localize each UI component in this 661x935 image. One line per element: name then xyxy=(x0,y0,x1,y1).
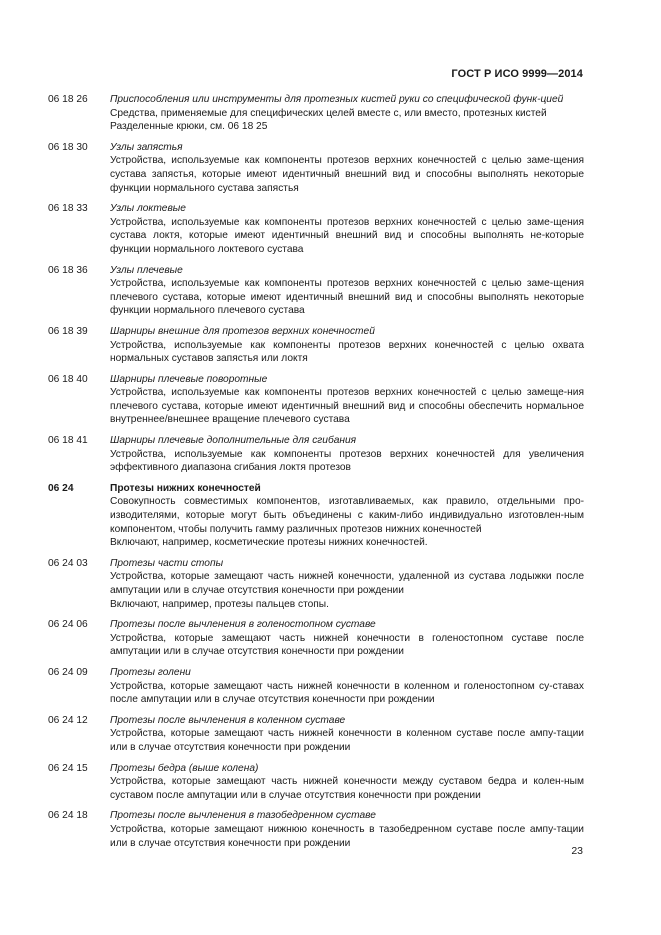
entry-paragraph: Устройства, используемые как компоненты протезов верхних конечностей с целью заме-щения сустава запястья, которые имеют идентичный внешний вид и способны выполнять некоторые функции нормального сустава запястья xyxy=(110,155,584,194)
entry-paragraph: Совокупность совместимых компонентов, изготавливаемых, как правило, отдельными про-изводителями, которые могут быть объединены с каким-либо индивидуально изготовлен-ным компонентом, чтобы получить гамму различных протезов нижних конечностей xyxy=(110,496,584,535)
classification-entry xyxy=(48,666,588,707)
entry-body xyxy=(110,141,584,195)
entry-body xyxy=(110,618,584,659)
entry-title: Шарниры плечевые поворотные xyxy=(110,373,268,385)
entry-paragraph: Устройства, которые замещают часть нижней конечности в голеностопном суставе после ампутации или в случае отсутствия конечности при рождении xyxy=(110,632,584,658)
entry-body xyxy=(110,325,584,366)
page-number: 23 xyxy=(571,845,583,857)
entry-body xyxy=(110,666,584,707)
entry-title: Протезы голени xyxy=(110,666,191,678)
entry-title: Протезы после вычленения в коленном суставе xyxy=(110,714,346,726)
entry-paragraph: Включают, например, протезы пальцев стопы. xyxy=(110,598,329,610)
entry-title: Узлы локтевые xyxy=(110,203,186,215)
entry-code: 06 18 40 xyxy=(48,373,88,385)
classification-entry xyxy=(48,202,588,256)
classification-entry xyxy=(48,93,588,134)
entry-code: 06 24 15 xyxy=(48,762,88,774)
classification-entry xyxy=(48,714,588,755)
classification-entry xyxy=(48,482,588,550)
entry-paragraph: Устройства, которые замещают часть нижней конечности в коленном и голеностопном су-ставах после ампутации или в случае отсутствия конечности при рождении xyxy=(110,680,584,706)
entry-paragraph: Устройства, которые замещают часть нижней конечности, удаленной из сустава лодыжки после ампутации или в случае отсутствия конечности при рождении xyxy=(110,571,584,596)
classification-list xyxy=(48,93,588,857)
entry-title: Протезы нижних конечностей xyxy=(110,482,261,494)
entry-code: 06 24 xyxy=(48,482,74,494)
entry-title: Шарниры плечевые дополнительные для сгибания xyxy=(110,435,357,447)
entry-code: 06 18 39 xyxy=(48,325,88,337)
classification-entry xyxy=(48,557,588,611)
entry-paragraph: Устройства, которые замещают часть нижней конечности между суставом бедра и колен-ным суставом после ампутации или в случае отсутствия конечности при рождении xyxy=(110,776,584,801)
entry-code: 06 18 30 xyxy=(48,141,88,153)
entry-code: 06 24 03 xyxy=(48,557,88,569)
classification-entry xyxy=(48,762,588,803)
entry-title: Узлы запястья xyxy=(110,141,183,153)
entry-body xyxy=(110,809,584,850)
entry-paragraph: Устройства, используемые как компоненты протезов верхних конечностей с целью замеще-ния плечевого сустава, которые имеют идентичный внешний вид и способны обеспечить нормальное внутреннее/внешнее вращение плечевого сустава xyxy=(110,387,584,426)
entry-body xyxy=(110,373,584,427)
entry-paragraph: Устройства, используемые как компоненты протезов верхних конечностей с целью заме-щения сустава локтя, которые имеют идентичный внешний вид и способны выполнять не-которые функции нормального локтевого сустава xyxy=(110,216,584,255)
entry-title: Шарниры внешние для протезов верхних конечностей xyxy=(110,325,375,337)
entry-code: 06 18 26 xyxy=(48,94,88,105)
entry-title: Протезы бедра (выше колена) xyxy=(110,762,259,774)
classification-entry xyxy=(48,809,588,850)
classification-entry xyxy=(48,325,588,366)
entry-body xyxy=(110,762,584,803)
entry-title: Протезы после вычленения в голеностопном суставе xyxy=(110,619,376,631)
entry-code: 06 24 09 xyxy=(48,666,88,678)
document-header: ГОСТ Р ИСО 9999—2014 xyxy=(451,68,583,80)
entry-code: 06 18 41 xyxy=(48,435,88,447)
entry-body xyxy=(110,202,584,256)
entry-paragraph: Средства, применяемые для специфических целей вместе с, или вместо, протезных кистей xyxy=(110,107,547,119)
classification-entry xyxy=(48,618,588,659)
entry-body xyxy=(110,434,584,475)
classification-entry xyxy=(48,434,588,475)
entry-paragraph: Устройства, используемые как компоненты протезов верхних конечностей с целью охвата нормальных суставов запястья или локтя xyxy=(110,339,584,365)
entry-title: Протезы части стопы xyxy=(110,557,224,569)
entry-body xyxy=(110,714,584,755)
entry-paragraph: Устройства, используемые как компоненты протезов верхних конечностей с целью заме-щения плечевого сустава, которые имеют идентичный внешний вид и способны выполнять некоторые функции нормального плечевого сустава xyxy=(110,278,584,317)
entry-paragraph: Устройства, которые замещают часть нижней конечности в коленном суставе после ампу-тации или в случае отсутствия конечности при рождении xyxy=(110,728,584,753)
classification-entry xyxy=(48,141,588,195)
entry-paragraph: Включают, например, косметические протезы нижних конечностей. xyxy=(110,537,428,549)
entry-paragraph: Разделенные крюки, см. 06 18 25 xyxy=(110,121,268,133)
entry-title: Протезы после вычленения в тазобедренном суставе xyxy=(110,810,376,822)
entry-paragraph: Устройства, которые замещают нижнюю конечность в тазобедренном суставе после ампу-тации или в случае отсутствия конечности при рождении xyxy=(110,823,584,849)
entry-title: Узлы плечевые xyxy=(110,264,183,276)
entry-title: Приспособления или инструменты для протезных кистей руки со специфической функ-цией xyxy=(110,94,564,105)
entry-body xyxy=(110,264,584,318)
entry-code: 06 24 18 xyxy=(48,810,88,822)
entry-body xyxy=(110,557,584,611)
entry-body xyxy=(110,482,584,550)
classification-entry xyxy=(48,264,588,318)
entry-code: 06 24 06 xyxy=(48,619,88,631)
entry-paragraph: Устройства, используемые как компоненты протезов верхних конечностей для увеличения эффективного диапазона сгибания локтя протезов xyxy=(110,448,584,474)
entry-code: 06 18 36 xyxy=(48,264,88,276)
entry-code: 06 24 12 xyxy=(48,714,88,726)
entry-code: 06 18 33 xyxy=(48,203,88,215)
entry-body xyxy=(110,93,584,134)
classification-entry xyxy=(48,373,588,427)
